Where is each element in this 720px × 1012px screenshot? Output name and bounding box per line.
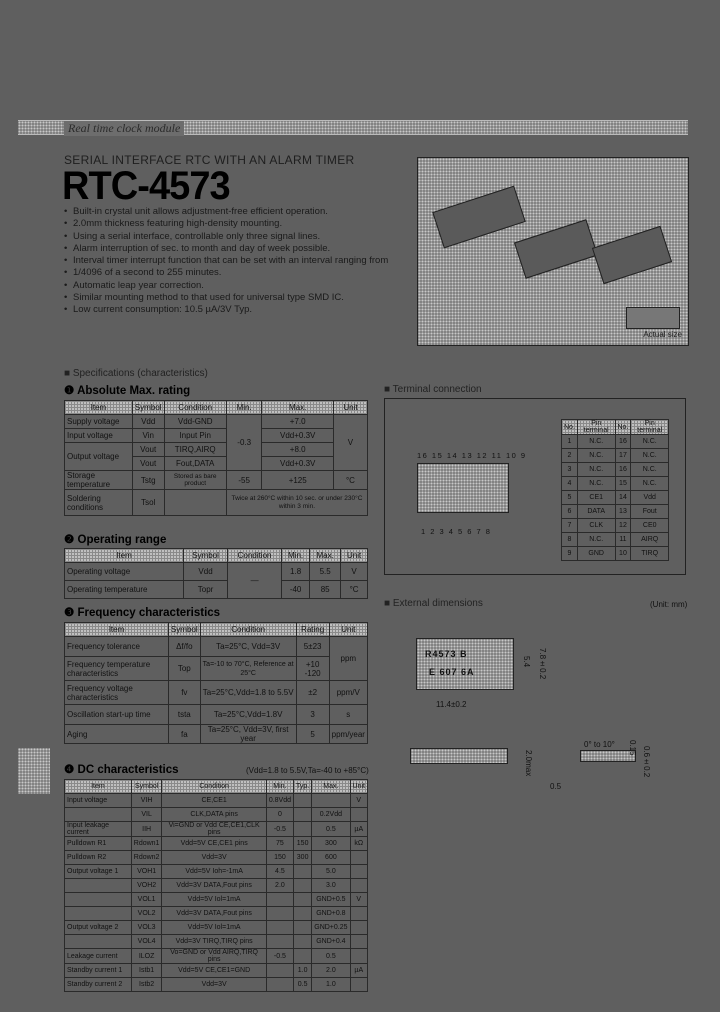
table-cell: Vi=GND or Vdd CE,CE1,CLK pins bbox=[162, 822, 266, 837]
lead-dimension: 0.15 bbox=[628, 740, 637, 756]
table-cell: CE,CE1 bbox=[162, 794, 266, 808]
column-header: Max. bbox=[312, 780, 350, 794]
table-cell: 1.0 bbox=[294, 964, 312, 978]
pin-table bbox=[561, 419, 669, 561]
table-row bbox=[562, 491, 669, 505]
table-cell: 6 bbox=[562, 505, 578, 519]
table-row bbox=[65, 851, 368, 865]
dc-heading: ❹ DC characteristics bbox=[64, 764, 179, 776]
operating-heading: ❷ Operating range bbox=[64, 534, 167, 546]
feature-list bbox=[64, 206, 414, 317]
table-cell: N.C. bbox=[631, 435, 669, 449]
header-banner bbox=[18, 120, 688, 135]
table-row bbox=[65, 879, 368, 893]
chip-image bbox=[432, 186, 526, 249]
table-cell: TIRQ bbox=[631, 547, 669, 561]
bottom-pin-numbers: 1 2 3 4 5 6 7 8 bbox=[421, 527, 492, 536]
table-cell bbox=[350, 935, 367, 949]
table-cell: Vdd=5V CE,CE1=GND bbox=[162, 964, 266, 978]
table-cell: 5.0 bbox=[312, 865, 350, 879]
table-cell: Vdd=5V Ioh=-1mA bbox=[162, 865, 266, 879]
table-cell: GND+0.5 bbox=[312, 893, 350, 907]
table-row bbox=[562, 477, 669, 491]
table-cell: Input leakage current bbox=[65, 822, 132, 837]
table-cell bbox=[350, 879, 367, 893]
table-cell: Output voltage 2 bbox=[65, 921, 132, 935]
table-cell bbox=[266, 907, 293, 921]
specs-heading: ■ Specifications (characteristics) bbox=[64, 368, 208, 379]
height-dimension-2: 7.8±0.2 bbox=[538, 648, 547, 680]
table-row bbox=[65, 893, 368, 907]
table-row bbox=[65, 935, 368, 949]
table-row bbox=[562, 435, 669, 449]
table-row bbox=[65, 964, 368, 978]
table-cell: µA bbox=[350, 964, 367, 978]
table-cell: VOH1 bbox=[131, 865, 162, 879]
table-cell: N.C. bbox=[577, 463, 615, 477]
marking-line-2: E 607 6A bbox=[429, 667, 475, 677]
table-row bbox=[562, 505, 669, 519]
table-cell: 16 bbox=[615, 435, 631, 449]
table-cell: Rdown2 bbox=[131, 851, 162, 865]
table-cell: 0.5 bbox=[312, 822, 350, 837]
table-cell: N.C. bbox=[631, 477, 669, 491]
table-cell: VOL4 bbox=[131, 935, 162, 949]
table-cell: Leakage current bbox=[65, 949, 132, 964]
column-header: Pin terminal bbox=[631, 420, 669, 435]
column-header: Item bbox=[65, 623, 169, 637]
table-cell: Standby current 1 bbox=[65, 964, 132, 978]
table-cell: N.C. bbox=[631, 449, 669, 463]
column-header: Max. bbox=[310, 549, 341, 563]
column-header: Item bbox=[65, 780, 132, 794]
table-cell: 150 bbox=[294, 837, 312, 851]
table-cell: Vdd=3V bbox=[162, 978, 266, 992]
table-cell: 0.5 bbox=[294, 978, 312, 992]
column-header: Condition bbox=[200, 623, 296, 637]
table-cell: VIH bbox=[131, 794, 162, 808]
table-cell bbox=[65, 907, 132, 921]
top-pin-numbers: 16 15 14 13 12 11 10 9 bbox=[417, 451, 527, 460]
table-cell: N.C. bbox=[577, 533, 615, 547]
dimensions-heading: ■ External dimensions bbox=[384, 598, 483, 609]
dc-table bbox=[64, 779, 368, 992]
table-cell: Vdd=5V Iol=1mA bbox=[162, 921, 266, 935]
table-row bbox=[65, 949, 368, 964]
column-header: Unit bbox=[329, 623, 367, 637]
table-row bbox=[65, 822, 368, 837]
table-cell bbox=[65, 808, 132, 822]
table-cell: CLK bbox=[577, 519, 615, 533]
feature-item: • Built-in crystal unit allows adjustment-free efficient operation. bbox=[64, 206, 414, 218]
table-cell: DATA bbox=[577, 505, 615, 519]
table-cell: Vdd=5V Iol=1mA bbox=[162, 893, 266, 907]
table-cell: -0.5 bbox=[266, 822, 293, 837]
table-cell: 8 bbox=[562, 533, 578, 547]
angle-dimension: 0° to 10° bbox=[584, 740, 615, 749]
width-dimension: 11.4±0.2 bbox=[436, 700, 467, 709]
table-cell: VOL2 bbox=[131, 907, 162, 921]
table-cell: 3.0 bbox=[312, 879, 350, 893]
terminal-heading: ■ Terminal connection bbox=[384, 384, 482, 395]
table-cell: 2 bbox=[562, 449, 578, 463]
column-header: Symbol bbox=[132, 401, 164, 415]
terminal-panel bbox=[384, 398, 686, 575]
column-header: Condition bbox=[228, 549, 282, 563]
photo-caption: Actual size bbox=[643, 330, 682, 339]
column-header: Pin terminal bbox=[577, 420, 615, 435]
table-cell: Rdown1 bbox=[131, 837, 162, 851]
table-cell: VOL3 bbox=[131, 921, 162, 935]
table-cell: Vdd=3V DATA,Fout pins bbox=[162, 879, 266, 893]
column-header: Max. bbox=[262, 401, 333, 415]
chip-image bbox=[514, 219, 598, 279]
dc-conditions: (Vdd=1.8 to 5.5V,Ta=-40 to +85°C) bbox=[246, 766, 369, 775]
banner-title: Real time clock module bbox=[64, 121, 184, 136]
table-cell: 0.5 bbox=[312, 949, 350, 964]
table-cell: -0.5 bbox=[266, 949, 293, 964]
table-row bbox=[562, 449, 669, 463]
table-cell bbox=[266, 921, 293, 935]
table-cell: 12 bbox=[615, 519, 631, 533]
table-cell bbox=[65, 879, 132, 893]
table-cell bbox=[350, 907, 367, 921]
table-row bbox=[65, 837, 368, 851]
column-header: Typ. bbox=[294, 780, 312, 794]
table-cell: 1 bbox=[562, 435, 578, 449]
table-cell: 16 bbox=[615, 463, 631, 477]
table-cell: 10 bbox=[615, 547, 631, 561]
table-cell: 75 bbox=[266, 837, 293, 851]
table-cell: Vdd=3V TIRQ,TIRQ pins bbox=[162, 935, 266, 949]
table-cell bbox=[312, 794, 350, 808]
table-cell: Input voltage bbox=[65, 794, 132, 808]
table-cell: N.C. bbox=[577, 477, 615, 491]
marking-line-1: R4573 B bbox=[425, 649, 468, 659]
table-cell bbox=[350, 851, 367, 865]
column-header: Unit bbox=[341, 549, 368, 563]
table-cell: Vdd bbox=[631, 491, 669, 505]
table-cell: Output voltage 1 bbox=[65, 865, 132, 879]
abs-max-heading: ❶ Absolute Max. rating bbox=[64, 385, 191, 397]
table-cell: 4.5 bbox=[266, 865, 293, 879]
scale-box bbox=[626, 307, 680, 329]
column-header: Min. bbox=[226, 401, 262, 415]
column-header: Symbol bbox=[183, 549, 227, 563]
column-header: Symbol bbox=[168, 623, 200, 637]
package-top-view bbox=[416, 638, 514, 690]
table-row bbox=[562, 533, 669, 547]
table-cell: IIH bbox=[131, 822, 162, 837]
table-cell: CLK,DATA pins bbox=[162, 808, 266, 822]
column-header: Unit bbox=[350, 780, 367, 794]
table-cell bbox=[65, 893, 132, 907]
table-cell: Standby current 2 bbox=[65, 978, 132, 992]
table-cell: GND+0.8 bbox=[312, 907, 350, 921]
chip-image bbox=[592, 226, 672, 284]
table-cell: N.C. bbox=[631, 463, 669, 477]
feature-item: • Alarm interruption of sec. to month and day of week possible. bbox=[64, 243, 414, 255]
column-header: Min. bbox=[266, 780, 293, 794]
table-cell: 600 bbox=[312, 851, 350, 865]
feature-item: • 1/4096 of a second to 255 minutes. bbox=[64, 267, 414, 279]
table-cell bbox=[350, 865, 367, 879]
table-row bbox=[562, 547, 669, 561]
table-cell: AIRQ bbox=[631, 533, 669, 547]
column-header: No. bbox=[562, 420, 578, 435]
table-cell: 14 bbox=[615, 491, 631, 505]
column-header: Symbol bbox=[131, 780, 162, 794]
table-cell: 2.0 bbox=[266, 879, 293, 893]
table-cell: 3 bbox=[562, 463, 578, 477]
operating-table: Item Symbol Condition Min. Max. Unit Operating voltage Vdd — 1.8 5.5 V Operating temperature Topr -40 85 °C bbox=[64, 548, 368, 599]
table-row bbox=[65, 808, 368, 822]
thickness-dimension: 2.0max bbox=[524, 750, 533, 777]
table-cell: 13 bbox=[615, 505, 631, 519]
table-cell: V bbox=[350, 794, 367, 808]
pitch-dimension: 0.5 bbox=[550, 782, 562, 791]
table-cell: VIL bbox=[131, 808, 162, 822]
feature-item: • Low current consumption: 10.5 µA/3V Typ. bbox=[64, 304, 414, 316]
table-cell: V bbox=[350, 893, 367, 907]
table-cell bbox=[294, 907, 312, 921]
table-cell bbox=[294, 808, 312, 822]
table-cell: Vdd=3V bbox=[162, 851, 266, 865]
table-cell: Istb1 bbox=[131, 964, 162, 978]
table-row bbox=[65, 921, 368, 935]
feature-item: • 2.0mm thickness featuring high-density mounting. bbox=[64, 218, 414, 230]
table-cell: Istb2 bbox=[131, 978, 162, 992]
table-cell: Vdd=5V CE,CE1 pins bbox=[162, 837, 266, 851]
table-cell bbox=[350, 949, 367, 964]
height-dimension: 5.4 bbox=[522, 656, 531, 668]
table-row bbox=[65, 907, 368, 921]
table-row bbox=[562, 463, 669, 477]
table-cell: GND+0.25 bbox=[312, 921, 350, 935]
table-cell: µA bbox=[350, 822, 367, 837]
table-cell: 1.0 bbox=[312, 978, 350, 992]
table-cell bbox=[294, 794, 312, 808]
table-row bbox=[65, 865, 368, 879]
package-side-view bbox=[410, 748, 508, 764]
table-cell: 5 bbox=[562, 491, 578, 505]
table-cell: 0.2Vdd bbox=[312, 808, 350, 822]
dimensions-panel bbox=[384, 612, 686, 797]
table-cell: Pulldown R1 bbox=[65, 837, 132, 851]
table-cell: Vo=GND or Vdd AIRQ,TIRQ pins bbox=[162, 949, 266, 964]
table-cell bbox=[294, 921, 312, 935]
table-cell: 0.8Vdd bbox=[266, 794, 293, 808]
table-cell bbox=[350, 921, 367, 935]
column-header: Rating bbox=[296, 623, 329, 637]
table-cell: CE1 bbox=[577, 491, 615, 505]
table-cell bbox=[266, 893, 293, 907]
column-header: Condition bbox=[162, 780, 266, 794]
table-cell bbox=[350, 808, 367, 822]
terminal-chip-diagram bbox=[417, 463, 509, 513]
table-cell bbox=[350, 978, 367, 992]
table-row bbox=[65, 978, 368, 992]
product-subtitle: SERIAL INTERFACE RTC WITH AN ALARM TIMER bbox=[64, 153, 355, 167]
table-cell: 4 bbox=[562, 477, 578, 491]
table-cell: VOH2 bbox=[131, 879, 162, 893]
abs-max-table: Item Symbol Condition Min. Max. Unit Supply voltage Vdd Vdd-GND -0.3 +7.0 V Input voltage Vin Input Pin Vdd+0.3V Output voltage Vout TIRQ,AIRQ +8.0 Vout Fout,DATA Vdd+0.3V Storage temperature Tstg Stored as bare product -55 +125 °C Soldering conditions Tsol Twice at 260°C within 10 sec. or under 230°C within 3 min. bbox=[64, 400, 368, 516]
feature-item: • Similar mounting method to that used for universal type SMD IC. bbox=[64, 292, 414, 304]
table-cell: 300 bbox=[294, 851, 312, 865]
table-cell: GND+0.4 bbox=[312, 935, 350, 949]
table-cell: kΩ bbox=[350, 837, 367, 851]
table-row bbox=[562, 519, 669, 533]
frequency-table: Item Symbol Condition Rating Unit Frequency tolerance Δf/fo Ta=25°C, Vdd=3V 5±23 ppm Frequency temperature characteristics Top Ta=-10 to 70°C, Reference at 25°C +10 -120 Frequency voltage characteristics fv Ta=25°C,Vdd=1.8 to 5.5V ±2 ppm/V Oscillation start-up time tsta Ta=25°C,Vdd=1.8V 3 s Aging fa Ta=25°C, Vdd=3V, first year 5 ppm/year bbox=[64, 622, 368, 744]
table-cell: VOL1 bbox=[131, 893, 162, 907]
column-header: Item bbox=[65, 549, 184, 563]
unit-label: (Unit: mm) bbox=[650, 600, 688, 609]
side-tab-marker bbox=[18, 748, 50, 794]
table-cell bbox=[266, 935, 293, 949]
table-cell bbox=[294, 893, 312, 907]
table-cell: Pulldown R2 bbox=[65, 851, 132, 865]
table-cell bbox=[294, 822, 312, 837]
table-cell: 2.0 bbox=[312, 964, 350, 978]
table-cell bbox=[294, 879, 312, 893]
table-cell bbox=[266, 978, 293, 992]
table-cell: 7 bbox=[562, 519, 578, 533]
column-header: Unit bbox=[333, 401, 367, 415]
table-cell: 150 bbox=[266, 851, 293, 865]
lead-dimension-2: 0.6±0.2 bbox=[642, 746, 651, 778]
frequency-heading: ❸ Frequency characteristics bbox=[64, 607, 221, 619]
table-cell: Vdd=3V DATA,Fout pins bbox=[162, 907, 266, 921]
table-cell: N.C. bbox=[577, 449, 615, 463]
table-cell: 11 bbox=[615, 533, 631, 547]
table-cell bbox=[294, 865, 312, 879]
product-photo bbox=[417, 157, 689, 346]
table-cell bbox=[294, 935, 312, 949]
table-cell bbox=[294, 949, 312, 964]
table-cell: N.C. bbox=[577, 435, 615, 449]
table-cell: 0 bbox=[266, 808, 293, 822]
table-cell: GND bbox=[577, 547, 615, 561]
product-model: RTC-4573 bbox=[62, 164, 230, 208]
table-cell bbox=[65, 935, 132, 949]
column-header: Min. bbox=[282, 549, 310, 563]
feature-item: • Automatic leap year correction. bbox=[64, 280, 414, 292]
table-cell: CE0 bbox=[631, 519, 669, 533]
table-row bbox=[65, 794, 368, 808]
table-cell: ILOZ bbox=[131, 949, 162, 964]
column-header: Item bbox=[65, 401, 133, 415]
table-cell: 17 bbox=[615, 449, 631, 463]
table-cell: 9 bbox=[562, 547, 578, 561]
table-cell: 15 bbox=[615, 477, 631, 491]
feature-item: • Interval timer interrupt function that can be set with an interval ranging from bbox=[64, 255, 414, 267]
table-cell: 300 bbox=[312, 837, 350, 851]
column-header: No. bbox=[615, 420, 631, 435]
table-cell: Fout bbox=[631, 505, 669, 519]
table-cell bbox=[266, 964, 293, 978]
column-header: Condition bbox=[164, 401, 226, 415]
feature-item: • Using a serial interface, controllable only three signal lines. bbox=[64, 231, 414, 243]
